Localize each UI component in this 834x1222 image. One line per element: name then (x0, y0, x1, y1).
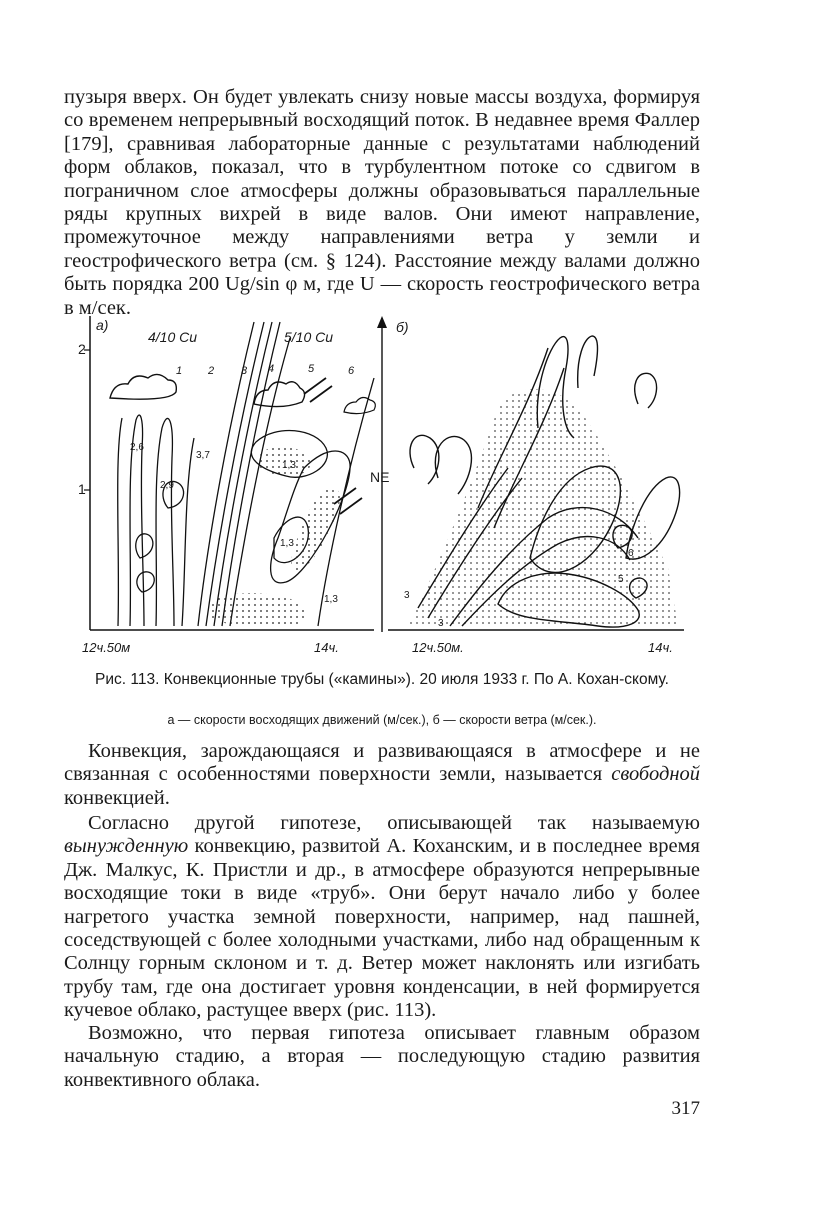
figure-svg (78, 308, 690, 658)
cloud-sketch-right (344, 397, 375, 413)
panel-b-dotted-region (408, 389, 678, 626)
emphasis-forced: вынужденную (64, 835, 189, 858)
paragraph-intro: пузыря вверх. Он будет увлекать снизу новые массы воздуха, формируя со временем непрерывный восходящий поток. В недавнее время Фаллер [179], сравнивая лабораторные данные с результатами наблюдений форм облаков, показал, что в турбулентном потоке со сдвигом в пограничном слое атмосферы должны образовываться параллельные ряды крупных вихрей в виде валов. Они имеют направление, промежуточное между направлениями ветра у земли и геострофического ветра (см. § 124). Расстояние между валами должно быть порядка 200 Ug/sin φ м, где U — скорость геострофического ветра в м/сек. (64, 86, 700, 319)
paragraph-conclusion: Возможно, что первая гипотеза описывает главным образом начальную стадию, а вторая — последующую стадию развития конвективного облака. (64, 1022, 700, 1091)
panel-a-dotted-region-middle (291, 488, 340, 571)
panel-a-dotted-region-bottom (208, 593, 305, 627)
value-label-b-4: 3 (438, 618, 444, 629)
isoline-label-2: 2 (208, 365, 215, 377)
paragraph-forced-convection: Согласно другой гипотезе, описывающей так называемую вынужденную конвекцию, развитой А. Коханским, и в последнее время Дж. Малкус, К. Пристли и др., в атмосфере образуются непрерывные восходящие токи в виде «труб». Они берут начало либо у более нагретого участка земной поверхности, например, над пашней, соседствующей с более холодными участками, либо над обращенным к Солнцу горным склоном и т. д. Ветер может наклонять или изгибать трубу там, где она достигает уровня конденсации, в ней формируется кучевое облако, растущее вверх (рис. 113). (64, 812, 700, 1022)
x-label-a-end: 14ч. (314, 640, 339, 655)
cloud-label-left: 4/10 Cu (148, 329, 198, 345)
figure-caption: Рис. 113. Конвекционные трубы («камины»). 20 июля 1933 г. По А. Кохан-скому. (95, 671, 669, 688)
figure-convection-tubes (78, 308, 690, 658)
figure-caption-legend: а — скорости восходящих движений (м/сек.), б — скорости ветра (м/сек.). (167, 713, 597, 727)
x-label-b-start: 12ч.50м. (412, 640, 464, 655)
value-label-a-6: 1,3 (324, 594, 338, 605)
panel-a-label: а) (96, 317, 109, 333)
isoline-label-1: 1 (176, 365, 183, 377)
page-number: 317 (671, 1098, 700, 1119)
isoline-label-5: 5 (308, 363, 315, 375)
value-label-a-3: 3,7 (196, 450, 210, 461)
paragraph-free-convection: Конвекция, зарождающаяся и развивающаяся в атмосфере и не связанная с особенностями поверхности земли, называется свободной конвекцией. (64, 740, 700, 809)
x-label-b-end: 14ч. (648, 640, 673, 655)
panel-b-label: б) (396, 319, 409, 335)
ne-label: NE (370, 469, 390, 485)
y-tick-1: 1 (78, 481, 86, 497)
value-label-a-5: 1,3 (280, 538, 294, 549)
value-label-a-2: 2,9 (160, 480, 174, 491)
cloud-sketch-left (110, 374, 176, 399)
value-label-a-1: 2,6 (130, 442, 144, 453)
y-tick-2: 2 (78, 341, 86, 357)
value-label-b-1: 6 (628, 548, 634, 559)
ne-arrow-head (377, 316, 387, 328)
isoline-label-6: 6 (348, 365, 355, 377)
cloud-label-right: 5/10 Cu (284, 329, 334, 345)
value-label-b-2: 5 (618, 574, 624, 585)
value-label-b-3: 3 (404, 590, 410, 601)
emphasis-free: свободной (611, 763, 700, 786)
isoline-label-4: 4 (268, 363, 275, 375)
value-label-a-4: 1,3 (282, 460, 296, 471)
isoline-label-3: 3 (241, 365, 248, 377)
x-label-a-start: 12ч.50м (82, 640, 131, 655)
